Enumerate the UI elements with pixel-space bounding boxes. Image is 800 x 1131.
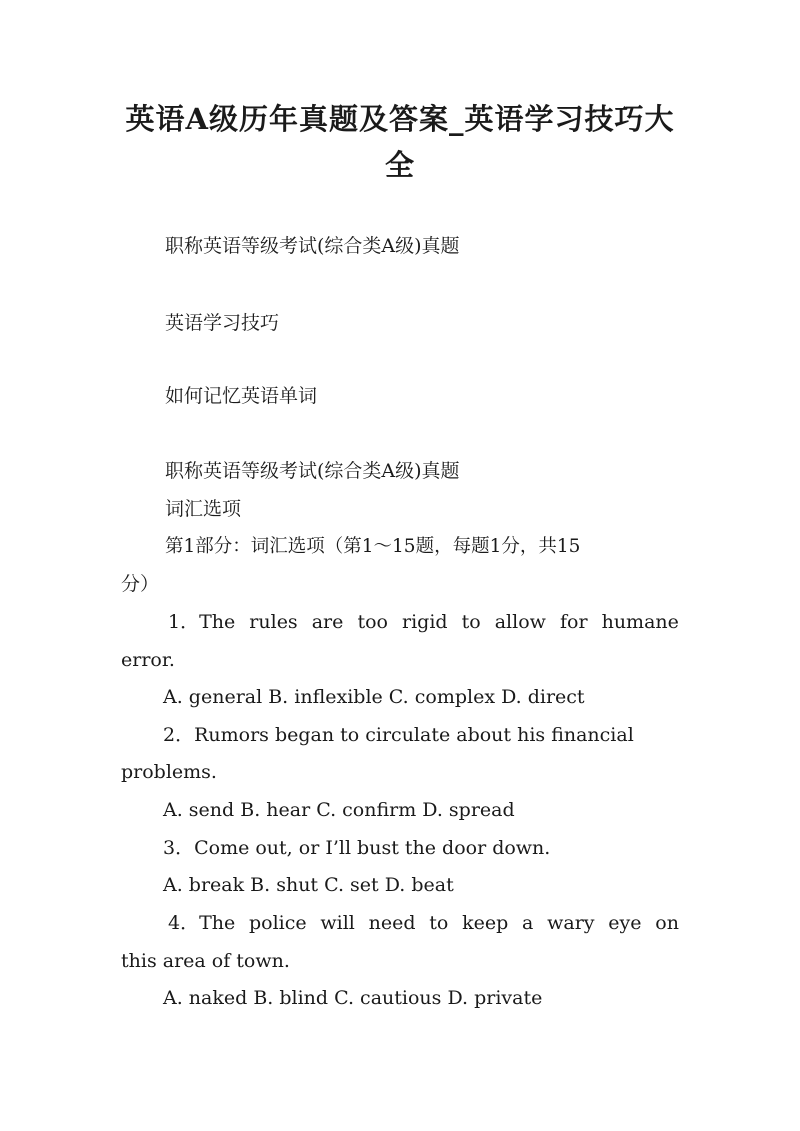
subheading: 词汇选项 (165, 498, 242, 520)
section-heading: 职称英语等级考试(综合类A级)真题 (165, 460, 460, 482)
word: on (655, 912, 679, 934)
instruction-line-2: 分） (121, 573, 160, 595)
word: are (311, 611, 344, 633)
word: to (429, 912, 449, 934)
word: for (559, 611, 588, 633)
toc-item-exam: 职称英语等级考试(综合类A级)真题 (165, 235, 460, 257)
word: police (249, 912, 307, 934)
question-3-options: A. break B. shut C. set D. beat (163, 874, 454, 896)
word: keep (462, 912, 509, 934)
toc-item-memorize: 如何记忆英语单词 (165, 385, 318, 407)
question-3-stem: 3．Come out, or I’ll bust the door down. (163, 837, 551, 859)
word: need (368, 912, 416, 934)
word: allow (494, 611, 546, 633)
title-line-1: 英语A级历年真题及答案_英语学习技巧大 (125, 102, 675, 136)
question-2-stem-line-1: 2．Rumors began to circulate about his financial (163, 724, 634, 746)
document-title (110, 96, 690, 188)
question-2-stem-line-2: problems. (121, 761, 217, 783)
question-1-stem-line-2: error. (121, 649, 175, 671)
word: will (320, 912, 355, 934)
question-4-stem-line-1 (168, 911, 679, 935)
question-1-options: A. general B. inflexible C. complex D. direct (163, 686, 585, 708)
word: to (461, 611, 481, 633)
word: 1．The (168, 611, 236, 633)
title-line-2: 全 (384, 148, 415, 182)
word: eye (608, 912, 642, 934)
word: 4．The (168, 912, 236, 934)
word: a (522, 912, 534, 934)
question-4-stem-line-2: this area of town. (121, 950, 290, 972)
instruction-line-1: 第1部分：词汇选项（第1～15题，每题1分，共15 (165, 536, 581, 557)
question-1-stem-line-1 (168, 610, 679, 634)
question-4-options: A. naked B. blind C. cautious D. private (163, 987, 543, 1009)
word: humane (601, 611, 679, 633)
word: rules (249, 611, 298, 633)
word: wary (547, 912, 595, 934)
word: rigid (402, 611, 448, 633)
question-2-options: A. send B. hear C. confirm D. spread (163, 799, 515, 821)
toc-item-tips: 英语学习技巧 (165, 312, 280, 334)
word: too (357, 611, 388, 633)
